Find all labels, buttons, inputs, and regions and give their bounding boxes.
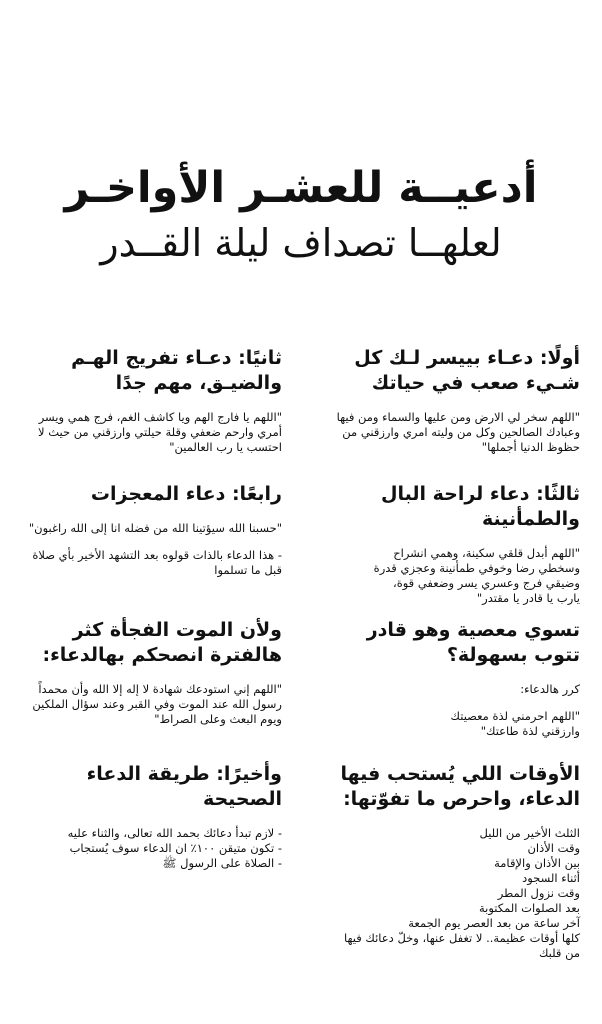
section-repentance — [328, 618, 580, 739]
section-heading: ثانيًا: دعـاء تفريج الهـم والضيـق، مهم جدًا — [71, 347, 282, 394]
section-note: كرر هالدعاء: — [520, 682, 580, 696]
section-text: "اللهم أبدل قلقي سكينة، وهمي انشراح وسخطي رضا وخوفي طمأنينة وعجزي قدرة وضيقي فرج وعسري يسر وضعفي قوة، يارب يا قادر يا مقتدر" — [373, 546, 580, 605]
section-second-prayer — [20, 346, 282, 455]
section-heading: ثالثًا: دعاء لراحة البال والطمأنينة — [380, 483, 580, 530]
section-heading: ولأن الموت الفجأة كثر هالفترة انصحكم بهالدعاء: — [42, 619, 282, 666]
section-heading: رابعًا: دعاء المعجزات — [90, 483, 282, 505]
section-text: "اللهم يا فارج الهم ويا كاشف الغم، فرج همي ويسر أمري وارحم ضعفي وقلة حيلتي وارزقني من حيث لا احتسب يا رب العالمين" — [38, 410, 282, 454]
section-fourth-prayer — [20, 482, 282, 578]
section-heading: الأوقات اللي يُستحب فيها الدعاء، واحرص ما تفوّتها: — [340, 763, 580, 810]
section-heading: وأخيرًا: طريقة الدعاء الصحيحة — [86, 763, 282, 810]
section-heading: أولًا: دعـاء بييسر لـك كل شـيء صعب في حياتك — [354, 347, 580, 394]
section-first-prayer — [328, 346, 580, 455]
section-heading: تسوي معصية وهو قادر تتوب بسهولة؟ — [366, 619, 580, 666]
section-prayer-times — [328, 762, 580, 961]
section-note: - هذا الدعاء بالذات قولوه بعد التشهد الأخير بأي صلاة قبل ما تسلموا — [32, 548, 282, 577]
page-title: أدعيــة للعشـر الأواخـر — [64, 163, 538, 213]
page-subtitle: لعلهــا تصداف ليلة القــدر — [100, 221, 502, 265]
section-text: "حسبنا الله سيؤتينا الله من فضله انا إلى الله راغبون" — [28, 521, 282, 535]
section-text: "اللهم إني استودعك شهادة لا إله إلا الله وأن محمداً رسول الله عند الموت وفي القبر وعند سؤال الملكين ويوم البعث وعلى الصراط" — [32, 682, 282, 726]
section-sudden-death — [20, 618, 282, 727]
section-third-prayer — [328, 482, 580, 606]
section-text: "اللهم احرمني لذة معصيتك وارزقني لذة طاعتك" — [450, 709, 580, 738]
section-correct-method — [20, 762, 282, 871]
section-list: - لازم تبدأ دعائك بحمد الله تعالى، والثناء عليه - تكون متيقن ١٠٠٪ ان الدعاء سوف يُستجاب - الصلاة على الرسول ﷺ — [67, 826, 282, 870]
section-text: "اللهم سخر لي الارض ومن عليها والسماء ومن فيها وعبادك الصالحين وكل من وليته امري وارزقني من حظوظ الدنيا أجملها" — [336, 410, 580, 454]
section-list: الثلث الأخير من الليل وقت الأذان بين الأذان والإقامة أثناء السجود وقت نزول المطر بعد الصلوات المكتوبة آخر ساعة من بعد العصر يوم الجمعة كلها أوقات عظيمة.. لا تغفل عنها، وخلّ دعائك فيها من قلبك — [343, 826, 580, 960]
